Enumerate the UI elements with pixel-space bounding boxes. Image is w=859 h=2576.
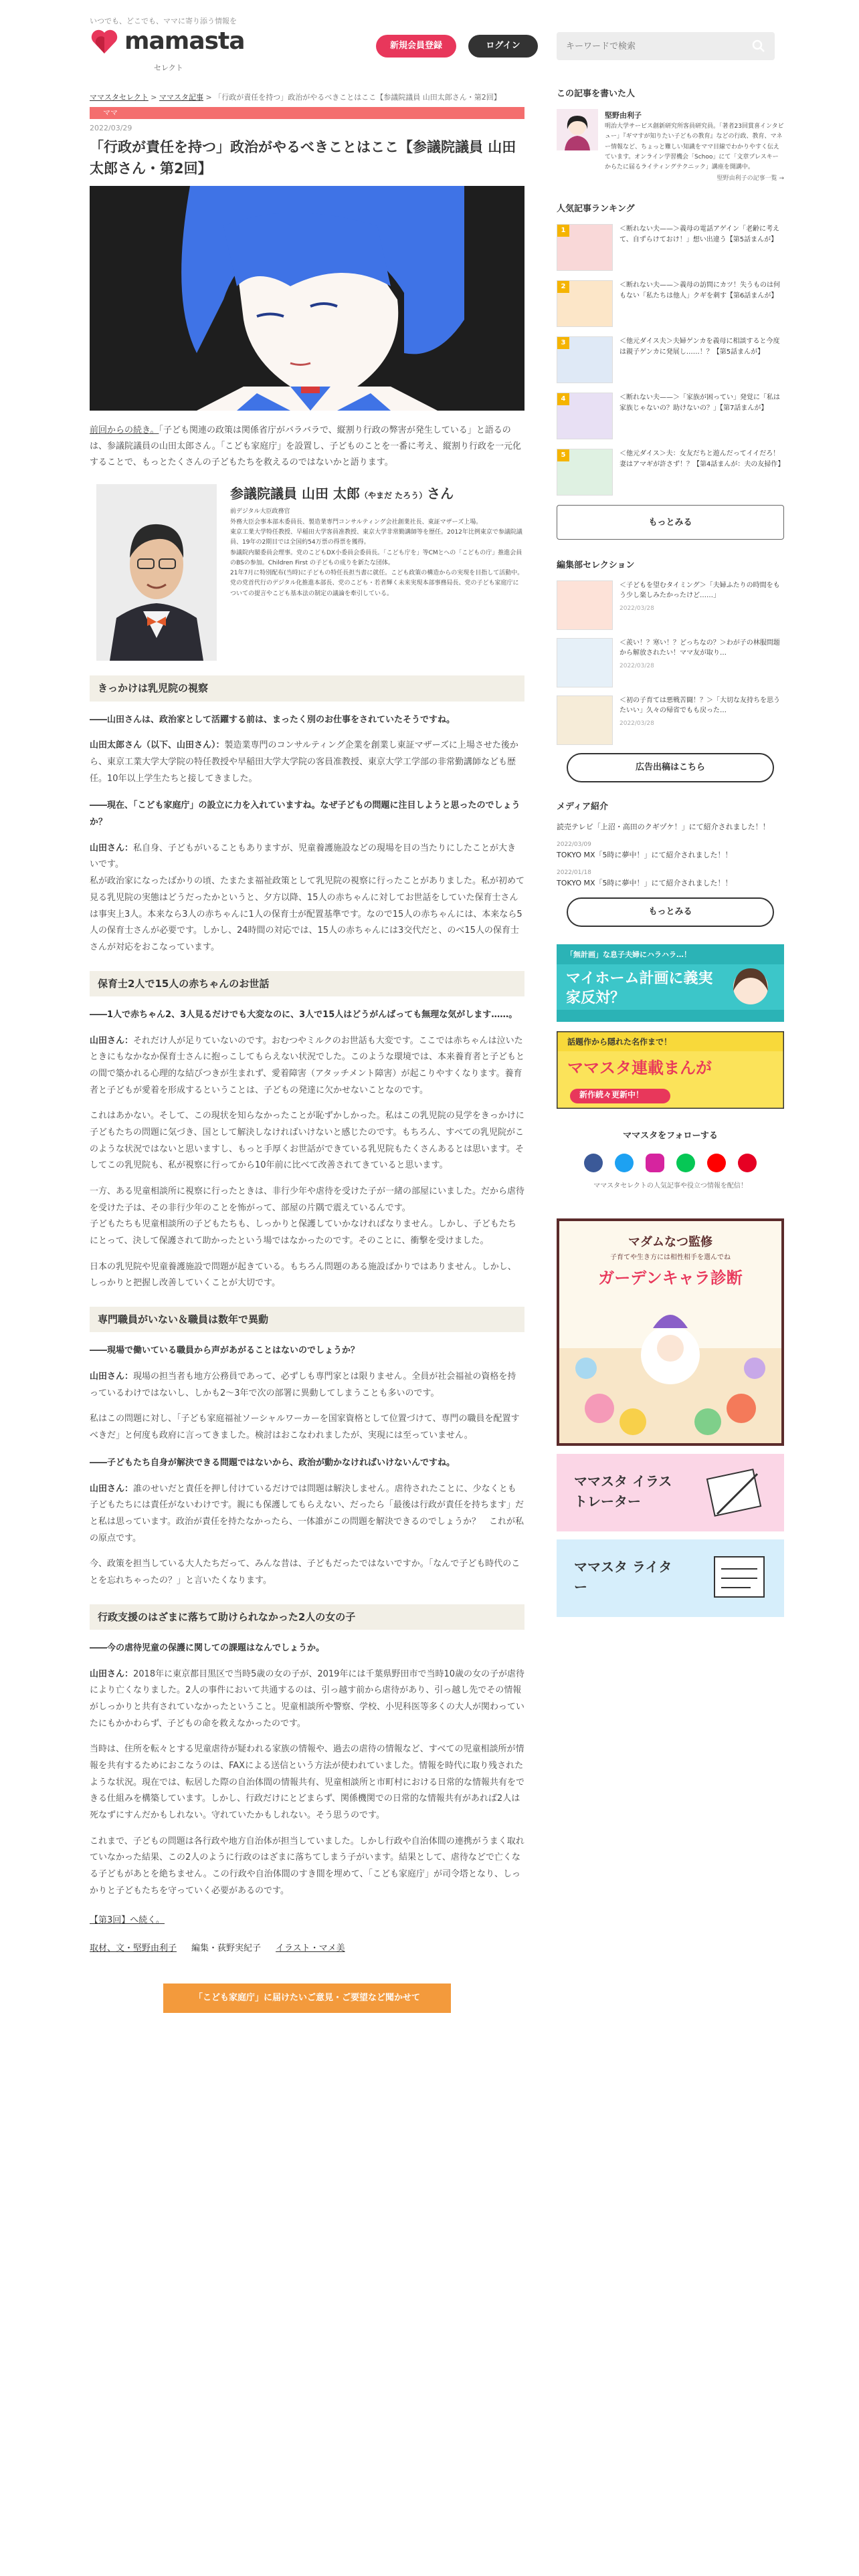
profile-body [230, 484, 524, 661]
instagram-icon[interactable] [646, 1154, 664, 1172]
credit-editor: 編集・荻野実紀子 [191, 1943, 262, 1954]
youtube-icon[interactable] [707, 1154, 726, 1172]
editor-thumbnail [557, 580, 613, 630]
editor-heading: 編集部セレクション [557, 560, 635, 570]
speaker-label: 山田さん： [90, 843, 134, 853]
article-title: 「行政が責任を持つ」政治がやるべきことはここ【参議院議員 山田太郎さん・第2回】 [90, 139, 516, 177]
site-header [0, 0, 859, 79]
banner-myhome[interactable] [557, 944, 784, 1022]
writer-banner[interactable] [557, 1539, 784, 1617]
illustrator-banner-label: ママスタ イラストレーター [574, 1473, 672, 1510]
interview-answer [90, 841, 524, 956]
ranking-more-button[interactable]: もっとみる [557, 505, 784, 540]
editor-info [619, 580, 784, 630]
author-avatar[interactable] [557, 109, 598, 150]
article [90, 107, 524, 2013]
editor-info [619, 638, 784, 687]
article-sections [90, 675, 524, 1899]
section-heading: 保育士2人で15人の赤ちゃんのお世話 [90, 971, 524, 996]
answer-text: 私自身、子どもがいることもありますが、児童養護施設などの現場を目の当たりにしたことが大きいです。 私が政治家になったばかりの頃、たまたま福祉政策として乳児院の視察に行ったことがありました。私が初めて見る乳児院の実態はどうだったかというと、夕方以降、15人の赤ちゃんに対してお世話をしていた保育士さんは事実上3人。本来なら3人の赤ちゃんに1人の保育士が配置基準です。なので15人の赤ちゃんには、本来なら5人の保育士さんが必要です。しかし、24時間の対応では、15人の赤ちゃんには3交代だと、のべ15人の保育士さんが対応をおこなっています。 [90, 843, 525, 952]
ranking-number: 4 [557, 393, 569, 405]
lead-paragraph [90, 423, 524, 471]
previous-episode-link[interactable]: 前回からの続き。 [90, 425, 159, 436]
ranking-thumbnail [557, 393, 613, 439]
logo-text: mamasta [124, 27, 245, 55]
editor-list [557, 580, 784, 745]
author-heading: この記事を書いた人 [557, 89, 636, 99]
interview-answer [90, 1033, 524, 1099]
answer-text: 日本の乳児院や児童養護施設で問題が起きている。もちろん問題のある施設ばかりではありません。しかし、しっかりと把握し改善していくことが大切です。 [90, 1261, 516, 1289]
banner-manga-main: ママスタ連載まんが [567, 1059, 712, 1078]
media-item[interactable] [557, 821, 784, 833]
article-date: 2022/03/29 [90, 124, 132, 132]
banner-manga[interactable] [557, 1031, 784, 1109]
profile-description: 前デジタル大臣政務官 外務大臣会事本部木委員長、製造業専門コンサルティング会社創業社長、東証マザーズ上場。 東京工業大学特任教授、早稲田大学客員准教授、東京大学非常勤講師等を歴任。2012年比例東京で参議院議員、19年の2期目では全国約54万票の得票を獲得。 参議院内閣委員会理事。党のこどもDX小委員会委員長。「こども庁を」等CMとへの「こどもの庁」推進会員のBSの参加。Children First の子どもの成りを新たな団体。 21年7月に特別配布(当時)に子どもの特任長担当書に就任。こども政策の構造からの実現を目指して活動中。 党の党首代行のデジタル化推進本部長、党のこども・若者輝く未来実現本部事務局長、党の子ども家庭庁についての提言やこども基本法の制定の議論を牽引している。 [230, 508, 524, 597]
editor-title: ＜初の子育ては悪戦苦闘！？＞「大切な友持ちを思うたいい」久々の帰省でもも戻った… [619, 696, 780, 715]
editor-date: 2022/03/28 [619, 662, 654, 669]
author-articles-link[interactable]: 堅野由利子の記事一覧 → [717, 175, 784, 183]
ranking-heading: 人気記事ランキング [557, 204, 635, 215]
author-box [557, 109, 784, 185]
editor-item[interactable] [557, 580, 784, 630]
profile-box [90, 484, 524, 661]
editor-item[interactable] [557, 638, 784, 687]
breadcrumb-category[interactable]: ママスタ記事 [159, 93, 203, 102]
media-text: TOKYO MX「5時に夢中！」にて紹介されました！！ [557, 851, 733, 860]
media-text: TOKYO MX「5時に夢中！」にて紹介されました！！ [557, 879, 733, 888]
sns-links [557, 1154, 784, 1172]
breadcrumb-sep: > [203, 93, 215, 102]
ranking-item[interactable] [557, 449, 784, 496]
follow-heading: ママスタをフォローする [623, 1131, 718, 1142]
tagline: いつでも、どこでも、ママに寄り添う情報を [90, 17, 237, 25]
ranking-number: 1 [557, 225, 569, 237]
illustrator-banner[interactable] [557, 1454, 784, 1531]
profile-title: 参議院議員 山田 太郎 [230, 486, 360, 502]
editor-info [619, 695, 784, 745]
ranking-title: ＜他元ダイス＞夫：女友だちと遊んだってイイだろ！妻はアマギが許さず！？【第4話まんが：夫の友掃作】 [619, 449, 785, 469]
ranking-title: ＜断れない夫——＞義母の電話アゲイン「老齢に考えて、自ずらけておけ！」想い出違う【第5話まんが】 [619, 225, 779, 244]
hero-girl-image [90, 186, 524, 411]
editor-date: 2022/03/28 [619, 720, 654, 727]
signup-button[interactable]: 新規会員登録 [376, 35, 456, 58]
interview-question: ――1人で赤ちゃん2、3人見るだけでも大変なのに、3人で15人はどうがんばっても無理な気がします……。 [90, 1009, 518, 1020]
ranking-thumbnail [557, 449, 613, 496]
ranking-item[interactable] [557, 280, 784, 327]
media-heading: メディア紹介 [557, 801, 608, 812]
media-item[interactable] [557, 868, 784, 889]
interview-question: ――子どもたち自身が解決できる問題ではないから、政治が動かなければいけないんですね。 [90, 1457, 456, 1468]
next-episode-link[interactable]: 【第3回】へ続く。 [90, 1915, 165, 1925]
banner-manga-sub: 新作続々更新中！ [579, 1090, 644, 1100]
ranking-item[interactable] [557, 224, 784, 271]
sidebar [557, 87, 784, 1617]
section-heading: 専門職員がいない＆職員は数年で異動 [90, 1307, 524, 1332]
facebook-icon[interactable] [584, 1154, 603, 1172]
interview-question: ――現在、「こども家庭庁」の設立に力を入れていますね。なぜ子どもの問題に注目しようと思ったのでしょうか？ [90, 800, 520, 828]
logo-heart-icon [90, 28, 119, 55]
interview-answer [90, 1481, 524, 1547]
line-icon[interactable] [676, 1154, 695, 1172]
breadcrumb [90, 91, 531, 104]
pinterest-icon[interactable] [738, 1154, 757, 1172]
garden-diagnosis-top: マダムなつ監修 [628, 1235, 712, 1250]
answer-text: 今、政策を担当している大人たちだって、みんな昔は、子どもだったではないですか。「なんで子ども時代のことを忘れちゃったの？」と言いたくなります。 [90, 1559, 520, 1586]
body-paragraph [90, 1834, 524, 1900]
speaker-label: 山田さん： [90, 1035, 134, 1046]
editor-date: 2022/03/28 [619, 605, 654, 612]
garden-diagnosis-sub: 子育てや生き方には相性相手を選んでね [610, 1254, 731, 1262]
author-avatar-icon [557, 109, 598, 150]
profile-portrait-image [96, 484, 217, 661]
ranking-title: ＜断れない夫——＞義母の訪問にカツ！失うものは何もない「私たちは他人」クギを刺す【第6話まんが】 [619, 281, 780, 300]
ad-link-button[interactable]: 広告出稿はこちら [567, 753, 774, 782]
author-name[interactable]: 堅野由利子 [605, 110, 642, 120]
breadcrumb-current: 「行政が責任を持つ」政治がやるべきことはここ【参議院議員 山田太郎さん・第2回】 [214, 93, 501, 102]
ranking-thumbnail [557, 336, 613, 383]
ranking-item[interactable] [557, 393, 784, 439]
search-icon[interactable] [752, 39, 765, 53]
answer-text: 2018年に東京都目黒区で当時5歳の女の子が、2019年には千葉県野田市で当時10歳の女の子が虐待により亡くなりました。2人の事件において共通するのは、引っ越す前から虐待があり、引っ越し先でその情報がしっかりと共有されていなかったということ。児童相談所や警察、学校、小児科医等多くの大人が関わっていたにもかかわらず、子どもの命を救えなかったのです。 [90, 1669, 524, 1729]
body-paragraph [90, 1556, 524, 1589]
profile-name [230, 484, 524, 503]
follow-note: ママスタセレクトの人気記事や役立つ情報を配信！ [593, 1182, 747, 1190]
logo[interactable] [90, 28, 245, 55]
banner-myhome-main: マイホーム計画に義実家反対？ [566, 970, 713, 1006]
answer-text: 私はこの問題に対し、「子ども家庭福祉ソーシャルワーカーを国家資格として位置づけて、専門の職員を配置すべきだ」と何度も政府に言ってきました。検討はおこなわれましたが、実現には至っていません。 [90, 1414, 520, 1441]
author-info [605, 109, 784, 185]
speaker-label: 山田さん： [90, 1669, 134, 1679]
writer-banner-label: ママスタ ライター [574, 1559, 672, 1596]
interview-answer [90, 1369, 524, 1402]
ranking-number: 5 [557, 449, 569, 461]
profile-suffix: さん [427, 486, 454, 502]
search-input[interactable] [566, 37, 740, 55]
media-text: 読売テレビ「上沼・高田のクギヅケ！」にて紹介されました！！ [557, 823, 770, 832]
ranking-number: 3 [557, 337, 569, 349]
answer-text: これはあかない。そして、この現状を知らなかったことが恥ずかしかった。私はこの乳児院の見学をきっかけに子どもたちの問題に気づき、国として解決しなければいけないと感じたのです。もちろん、すべての乳児院がこのような状況ではないと思いますし、もっと手厚くお世話ができている乳児院もたくさんあるとは思います。そしてこの乳児院も、私が視察に行ってから10年前に比べて改善されてきていると思います。 [90, 1111, 524, 1171]
answer-text: 一方、ある児童相談所に視察に行ったときは、非行少年や虐待を受けた子が一緒の部屋にいました。だから虐待を受けた子は、その非行少年のことを怖がって、部屋の片隅で震えているんです。 子どもたちも児童相談所の子どもたちも、しっかりと保護していかなければなりません。しかし、子どもたちにとって、決して保護されて助かったという場ではなかったのです。そのことに、衝撃を受けました。 [90, 1186, 525, 1247]
twitter-icon[interactable] [615, 1154, 634, 1172]
garden-diagnosis-banner[interactable] [557, 1218, 784, 1446]
answer-text: 製造業専門のコンサルティング企業を創業し東証マザーズに上場させた後から、東京工業大学大学院の特任教授や早稲田大学大学院の客員准教授、東京大学工学部の非常勤講師なども歴任。10年以上学生たちと接してきました。 [90, 740, 518, 784]
category-label: ママ [103, 108, 118, 117]
garden-diagnosis-main: ガーデンキャラ診断 [598, 1269, 743, 1288]
profile-photo [96, 484, 217, 661]
speaker-label: 山田太郎さん（以下、山田さん）： [90, 740, 225, 751]
credit-illustrator[interactable]: イラスト・マメ美 [276, 1943, 345, 1954]
body-paragraph [90, 1184, 524, 1250]
ranking-thumbnail [557, 280, 613, 327]
answer-text: 現場の担当者も地方公務員であって、必ずしも専門家とは限りません。全員が社会福祉の資格を持っているわけではないし、しかも2〜3年で次の部署に異動してしまうことも多いのです。 [90, 1372, 516, 1398]
body-paragraph [90, 1411, 524, 1444]
logo-sub: セレクト [154, 64, 183, 72]
ranking-title: ＜他元ダイス夫＞夫婦ゲンカを義母に相談すると今度は親子ゲンカに発展し……！？【第5話まんが】 [619, 337, 780, 356]
speaker-label: 山田さん： [90, 1483, 134, 1494]
editor-thumbnail [557, 695, 613, 745]
media-item[interactable] [557, 840, 784, 861]
body-paragraph [90, 1259, 524, 1292]
breadcrumb-sep: > [148, 93, 159, 102]
profile-reading: （やまだ たろう） [359, 491, 427, 501]
interview-answer [90, 738, 524, 787]
media-date: 2022/01/18 [557, 869, 591, 877]
banner-manga-top: 話題作から隠れた名作まで！ [567, 1037, 672, 1047]
ranking-list [557, 224, 784, 496]
speaker-label: 山田さん： [90, 1372, 134, 1382]
search-box [557, 32, 775, 60]
ranking-item[interactable] [557, 336, 784, 383]
answer-text: 誰のせいだと責任を押し付けているだけでは問題は解決しません。虐待されたことに、少なくとも子どもたちには責任がないわけです。親にも保護してもらえない、だったら「最後は行政が責任を持ちます」だと私は思っています。政治が責任を持たなかったら、一体誰がこの問題を解決できるのでしょうか？ これが私の原点です。 [90, 1483, 524, 1543]
ranking-title: ＜断れない夫——＞「家族が困ってい」発覚に「私は家族じゃないの？助けないの？」【第7話まんが】 [619, 393, 780, 413]
interview-question: ――現場で働いている職員から声があがることはないのでしょうか？ [90, 1346, 360, 1356]
interview-answer [90, 1667, 524, 1733]
editor-thumbnail [557, 638, 613, 687]
banner-myhome-top: 「無計画」な息子夫婦にハラハラ…！ [566, 950, 691, 960]
editor-item[interactable] [557, 695, 784, 745]
interview-question: ――山田さんは、政治家として活躍する前は、まったく別のお仕事をされていたそうですね。 [90, 714, 456, 725]
body-paragraph [90, 1741, 524, 1824]
interview-question: ――今の虐待児童の保護に関しての課題はなんでしょうか。 [90, 1642, 325, 1653]
editor-title: ＜羨い！？寒い！？どっちなの？＞わが子の林服問題から解放されたい！ママ友が取り… [619, 639, 780, 657]
credits [90, 1941, 524, 1957]
media-more-button[interactable]: もっとみる [567, 897, 774, 927]
ranking-number: 2 [557, 281, 569, 293]
credit-writer[interactable]: 取材、文・堅野由利子 [90, 1943, 177, 1954]
media-date: 2022/03/09 [557, 841, 591, 849]
breadcrumb-home[interactable]: ママスタセレクト [90, 93, 149, 102]
body-paragraph [90, 1108, 524, 1174]
answer-text: これまで、子どもの問題は各行政や地方自治体が担当していました。しかし行政や自治体間の連携がうまく取れていなかった結果、この2人のように行政のはざまに落ちてしまう子がいます。結果として、虐待などで亡くなる子どもがあとを絶ちません。この行政や自治体間のすき間を埋めて、「こども家庭庁」が司令塔となり、しっかりと子どもたちを守っていく必要があるのです。 [90, 1836, 524, 1896]
section-heading: 行政支援のはざまに落ちて助けられなかった2人の女の子 [90, 1604, 524, 1630]
answer-text: 当時は、住所を転々とする児童虐待が疑われる家族の情報や、過去の虐待の情報など、すべての児童相談所が情報を共有するためにおこなうのは、FAXによる送信という方法が使われていました。情報を時代に取り残されたような状況。現在では、転居した際の自治体間の情報共有、児童相談所と市町村における日常的な情報共有をできる仕組みを構築しています。しかし、行政だけにとどまらず、関係機関での日常的な情報共有があれば2人は死なずにすんだかもしれない。守れていたかもしれない。そう思うのです。 [90, 1744, 525, 1821]
answer-text: それだけ人が足りていないのです。おむつやミルクのお世話も大変です。ここでは赤ちゃんは泣いたときにもなかなか保育士さんに抱っこしてもらえない状況でした。このような環境では、本来養育者と子どもとの間で築かれる心理的な結びつきが生まれず、愛着障害（アタッチメント障害）が起こりやすくなります。養育者と子どもが愛着を形成するということは、子どもの発達に欠かせないことなのです。 [90, 1035, 525, 1095]
editor-title: ＜子どもを望むタイミング＞「夫婦ふたりの時間をもう少し楽しみたかったけど……」 [619, 581, 780, 600]
author-description: 明治大学サービス創新研究所客員研究員。「著者23回賞喜インタビュー」『ギマすが知りたい子どもの教育』などの行政、教育、マネー情報など、ちょっと難しい知識をママ目線でわかりやすく伝えています。オンライン学習機会「Schoo」にて「文章プレスキーからたに届るライティングテクニック」講座を開講中。 [605, 123, 784, 171]
media-list [557, 821, 784, 889]
ranking-thumbnail [557, 224, 613, 271]
feedback-cta-button[interactable]: 「こども家庭庁」に届けたいご意見・ご要望など聞かせて [163, 1983, 451, 2013]
category-bar[interactable] [90, 107, 524, 119]
section-heading: きっかけは乳児院の視察 [90, 675, 524, 701]
lead-text: 「子ども関連の政策は関係省庁がバラバラで、縦割り行政の弊害が発生している」と語るのは、参議院議員の山田太郎さん。「こども家庭庁」を設置し、子どものことを一番に考え、縦割り行政を一元化することで、もっとたくさんの子どもたちを救えるのではないかと語ります。 [90, 425, 522, 468]
login-button[interactable]: ログイン [468, 35, 538, 58]
hero-illustration [90, 186, 524, 411]
